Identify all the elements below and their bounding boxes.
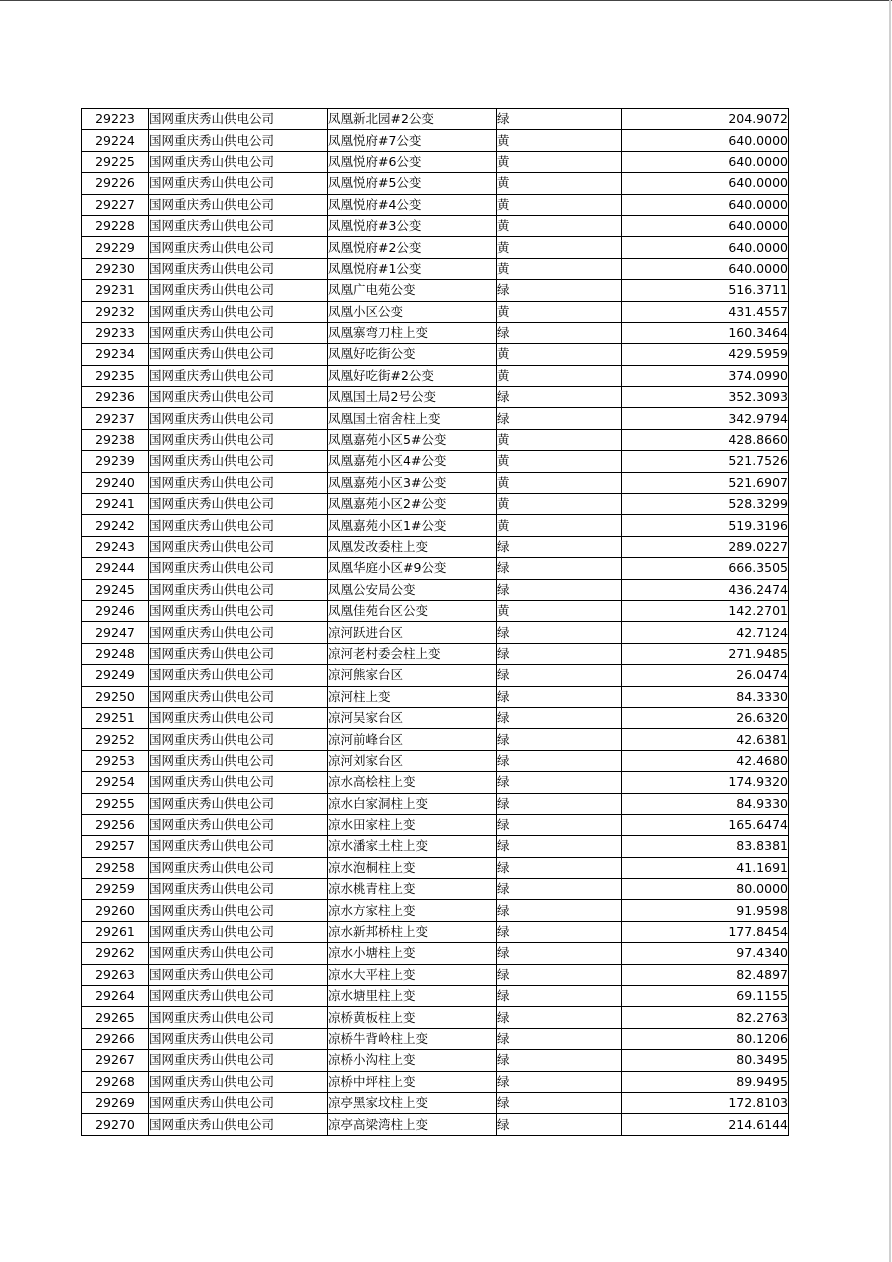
table-row xyxy=(82,686,789,707)
table-row xyxy=(82,1050,789,1071)
status-level-cell: 绿 xyxy=(497,558,622,579)
status-level-cell: 绿 xyxy=(497,643,622,664)
value-cell: 91.9598 xyxy=(622,900,789,921)
row-id-cell: 29263 xyxy=(82,964,149,985)
status-level-cell: 绿 xyxy=(497,387,622,408)
org-cell: 国网重庆秀山供电公司 xyxy=(149,344,328,365)
value-cell: 640.0000 xyxy=(622,151,789,172)
station-name-cell: 凤凰公安局公变 xyxy=(328,579,497,600)
status-level-cell: 黄 xyxy=(497,151,622,172)
org-cell: 国网重庆秀山供电公司 xyxy=(149,579,328,600)
org-cell: 国网重庆秀山供电公司 xyxy=(149,1071,328,1092)
table-row xyxy=(82,387,789,408)
value-cell: 84.3330 xyxy=(622,686,789,707)
status-level-cell: 黄 xyxy=(497,237,622,258)
org-cell: 国网重庆秀山供电公司 xyxy=(149,215,328,236)
status-level-cell: 绿 xyxy=(497,322,622,343)
org-cell: 国网重庆秀山供电公司 xyxy=(149,536,328,557)
station-name-cell: 凤凰悦府#6公变 xyxy=(328,151,497,172)
status-level-cell: 绿 xyxy=(497,857,622,878)
station-name-cell: 凤凰好吃街#2公变 xyxy=(328,365,497,386)
status-level-cell: 绿 xyxy=(497,408,622,429)
row-id-cell: 29239 xyxy=(82,451,149,472)
table-row xyxy=(82,729,789,750)
value-cell: 528.3299 xyxy=(622,494,789,515)
org-cell: 国网重庆秀山供电公司 xyxy=(149,515,328,536)
value-cell: 42.4680 xyxy=(622,750,789,771)
value-cell: 666.3505 xyxy=(622,558,789,579)
station-name-cell: 凤凰嘉苑小区1#公变 xyxy=(328,515,497,536)
value-cell: 69.1155 xyxy=(622,986,789,1007)
right-edge-rule xyxy=(889,0,891,1262)
station-name-cell: 凉水高桧柱上变 xyxy=(328,772,497,793)
row-id-cell: 29244 xyxy=(82,558,149,579)
station-name-cell: 凉河跃进台区 xyxy=(328,622,497,643)
org-cell: 国网重庆秀山供电公司 xyxy=(149,1050,328,1071)
row-id-cell: 29268 xyxy=(82,1071,149,1092)
status-level-cell: 绿 xyxy=(497,772,622,793)
station-name-cell: 凤凰悦府#2公变 xyxy=(328,237,497,258)
status-level-cell: 绿 xyxy=(497,750,622,771)
row-id-cell: 29251 xyxy=(82,707,149,728)
value-cell: 41.1691 xyxy=(622,857,789,878)
table-row xyxy=(82,836,789,857)
org-cell: 国网重庆秀山供电公司 xyxy=(149,857,328,878)
org-cell: 国网重庆秀山供电公司 xyxy=(149,686,328,707)
status-level-cell: 黄 xyxy=(497,130,622,151)
row-id-cell: 29226 xyxy=(82,173,149,194)
station-name-cell: 凤凰嘉苑小区3#公变 xyxy=(328,472,497,493)
status-level-cell: 黄 xyxy=(497,451,622,472)
table-row xyxy=(82,750,789,771)
value-cell: 174.9320 xyxy=(622,772,789,793)
table-row xyxy=(82,600,789,621)
station-name-cell: 凤凰华庭小区#9公变 xyxy=(328,558,497,579)
org-cell: 国网重庆秀山供电公司 xyxy=(149,707,328,728)
station-name-cell: 凤凰悦府#4公变 xyxy=(328,194,497,215)
row-id-cell: 29237 xyxy=(82,408,149,429)
org-cell: 国网重庆秀山供电公司 xyxy=(149,900,328,921)
table-row xyxy=(82,451,789,472)
value-cell: 89.9495 xyxy=(622,1071,789,1092)
station-name-cell: 凉河刘家台区 xyxy=(328,750,497,771)
station-name-cell: 凤凰新北园#2公变 xyxy=(328,109,497,130)
row-id-cell: 29243 xyxy=(82,536,149,557)
status-level-cell: 绿 xyxy=(497,686,622,707)
row-id-cell: 29235 xyxy=(82,365,149,386)
station-name-cell: 凉水小塘柱上变 xyxy=(328,943,497,964)
status-level-cell: 黄 xyxy=(497,472,622,493)
table-row xyxy=(82,109,789,130)
org-cell: 国网重庆秀山供电公司 xyxy=(149,1007,328,1028)
table-row xyxy=(82,900,789,921)
status-level-cell: 黄 xyxy=(497,194,622,215)
station-name-cell: 凉桥黄板柱上变 xyxy=(328,1007,497,1028)
table-row xyxy=(82,215,789,236)
status-level-cell: 黄 xyxy=(497,258,622,279)
table-row xyxy=(82,558,789,579)
status-level-cell: 绿 xyxy=(497,943,622,964)
org-cell: 国网重庆秀山供电公司 xyxy=(149,943,328,964)
org-cell: 国网重庆秀山供电公司 xyxy=(149,173,328,194)
station-name-cell: 凉水大平柱上变 xyxy=(328,964,497,985)
row-id-cell: 29256 xyxy=(82,814,149,835)
table-row xyxy=(82,130,789,151)
station-name-cell: 凉河吴家台区 xyxy=(328,707,497,728)
org-cell: 国网重庆秀山供电公司 xyxy=(149,558,328,579)
status-level-cell: 黄 xyxy=(497,215,622,236)
row-id-cell: 29242 xyxy=(82,515,149,536)
table-row xyxy=(82,1092,789,1113)
org-cell: 国网重庆秀山供电公司 xyxy=(149,622,328,643)
status-level-cell: 绿 xyxy=(497,879,622,900)
org-cell: 国网重庆秀山供电公司 xyxy=(149,429,328,450)
value-cell: 271.9485 xyxy=(622,643,789,664)
row-id-cell: 29241 xyxy=(82,494,149,515)
value-cell: 160.3464 xyxy=(622,322,789,343)
station-name-cell: 凉桥牛背岭柱上变 xyxy=(328,1028,497,1049)
value-cell: 428.8660 xyxy=(622,429,789,450)
status-level-cell: 绿 xyxy=(497,836,622,857)
table-row xyxy=(82,1028,789,1049)
station-name-cell: 凉桥小沟柱上变 xyxy=(328,1050,497,1071)
station-name-cell: 凉亭黑家坟柱上变 xyxy=(328,1092,497,1113)
org-cell: 国网重庆秀山供电公司 xyxy=(149,472,328,493)
row-id-cell: 29223 xyxy=(82,109,149,130)
station-name-cell: 凤凰国土局2号公变 xyxy=(328,387,497,408)
station-name-cell: 凉水塘里柱上变 xyxy=(328,986,497,1007)
station-name-cell: 凤凰嘉苑小区4#公变 xyxy=(328,451,497,472)
row-id-cell: 29262 xyxy=(82,943,149,964)
org-cell: 国网重庆秀山供电公司 xyxy=(149,600,328,621)
station-name-cell: 凉河前峰台区 xyxy=(328,729,497,750)
org-cell: 国网重庆秀山供电公司 xyxy=(149,280,328,301)
table-row xyxy=(82,879,789,900)
station-name-cell: 凉水方家柱上变 xyxy=(328,900,497,921)
org-cell: 国网重庆秀山供电公司 xyxy=(149,151,328,172)
value-cell: 177.8454 xyxy=(622,921,789,942)
org-cell: 国网重庆秀山供电公司 xyxy=(149,130,328,151)
table-row xyxy=(82,1071,789,1092)
table-row xyxy=(82,151,789,172)
value-cell: 165.6474 xyxy=(622,814,789,835)
status-level-cell: 绿 xyxy=(497,707,622,728)
row-id-cell: 29264 xyxy=(82,986,149,1007)
value-cell: 214.6144 xyxy=(622,1114,789,1135)
table-row xyxy=(82,921,789,942)
status-level-cell: 黄 xyxy=(497,600,622,621)
status-level-cell: 黄 xyxy=(497,173,622,194)
org-cell: 国网重庆秀山供电公司 xyxy=(149,793,328,814)
org-cell: 国网重庆秀山供电公司 xyxy=(149,387,328,408)
row-id-cell: 29267 xyxy=(82,1050,149,1071)
row-id-cell: 29261 xyxy=(82,921,149,942)
status-level-cell: 黄 xyxy=(497,344,622,365)
org-cell: 国网重庆秀山供电公司 xyxy=(149,921,328,942)
row-id-cell: 29247 xyxy=(82,622,149,643)
table-row xyxy=(82,643,789,664)
status-level-cell: 黄 xyxy=(497,494,622,515)
station-name-cell: 凉水泡桐柱上变 xyxy=(328,857,497,878)
org-cell: 国网重庆秀山供电公司 xyxy=(149,836,328,857)
value-cell: 84.9330 xyxy=(622,793,789,814)
value-cell: 342.9794 xyxy=(622,408,789,429)
table-row xyxy=(82,494,789,515)
status-level-cell: 绿 xyxy=(497,1007,622,1028)
table-row xyxy=(82,964,789,985)
table-row xyxy=(82,322,789,343)
value-cell: 352.3093 xyxy=(622,387,789,408)
status-level-cell: 绿 xyxy=(497,729,622,750)
status-level-cell: 绿 xyxy=(497,900,622,921)
table-row xyxy=(82,1114,789,1135)
row-id-cell: 29259 xyxy=(82,879,149,900)
value-cell: 172.8103 xyxy=(622,1092,789,1113)
status-level-cell: 黄 xyxy=(497,429,622,450)
table-row xyxy=(82,429,789,450)
value-cell: 82.2763 xyxy=(622,1007,789,1028)
status-level-cell: 绿 xyxy=(497,964,622,985)
table-row xyxy=(82,173,789,194)
value-cell: 374.0990 xyxy=(622,365,789,386)
row-id-cell: 29265 xyxy=(82,1007,149,1028)
status-level-cell: 绿 xyxy=(497,109,622,130)
row-id-cell: 29225 xyxy=(82,151,149,172)
org-cell: 国网重庆秀山供电公司 xyxy=(149,643,328,664)
station-name-cell: 凉水田家柱上变 xyxy=(328,814,497,835)
value-cell: 26.6320 xyxy=(622,707,789,728)
status-level-cell: 绿 xyxy=(497,280,622,301)
row-id-cell: 29254 xyxy=(82,772,149,793)
row-id-cell: 29231 xyxy=(82,280,149,301)
station-name-cell: 凉河老村委会柱上变 xyxy=(328,643,497,664)
value-cell: 640.0000 xyxy=(622,258,789,279)
value-cell: 431.4557 xyxy=(622,301,789,322)
row-id-cell: 29269 xyxy=(82,1092,149,1113)
station-name-cell: 凉水白家洞柱上变 xyxy=(328,793,497,814)
status-level-cell: 绿 xyxy=(497,622,622,643)
value-cell: 82.4897 xyxy=(622,964,789,985)
value-cell: 42.6381 xyxy=(622,729,789,750)
value-cell: 516.3711 xyxy=(622,280,789,301)
value-cell: 640.0000 xyxy=(622,130,789,151)
org-cell: 国网重庆秀山供电公司 xyxy=(149,986,328,1007)
table-row xyxy=(82,772,789,793)
row-id-cell: 29258 xyxy=(82,857,149,878)
org-cell: 国网重庆秀山供电公司 xyxy=(149,258,328,279)
table-row xyxy=(82,857,789,878)
org-cell: 国网重庆秀山供电公司 xyxy=(149,964,328,985)
row-id-cell: 29230 xyxy=(82,258,149,279)
value-cell: 436.2474 xyxy=(622,579,789,600)
org-cell: 国网重庆秀山供电公司 xyxy=(149,365,328,386)
table-row xyxy=(82,515,789,536)
status-level-cell: 绿 xyxy=(497,986,622,1007)
station-name-cell: 凉水新邦桥柱上变 xyxy=(328,921,497,942)
station-name-cell: 凤凰嘉苑小区5#公变 xyxy=(328,429,497,450)
table-row xyxy=(82,472,789,493)
value-cell: 26.0474 xyxy=(622,665,789,686)
org-cell: 国网重庆秀山供电公司 xyxy=(149,665,328,686)
row-id-cell: 29260 xyxy=(82,900,149,921)
org-cell: 国网重庆秀山供电公司 xyxy=(149,494,328,515)
table-row xyxy=(82,622,789,643)
value-cell: 521.6907 xyxy=(622,472,789,493)
table-row xyxy=(82,1007,789,1028)
station-name-cell: 凤凰悦府#3公变 xyxy=(328,215,497,236)
row-id-cell: 29236 xyxy=(82,387,149,408)
station-name-cell: 凤凰悦府#7公变 xyxy=(328,130,497,151)
value-cell: 640.0000 xyxy=(622,237,789,258)
row-id-cell: 29252 xyxy=(82,729,149,750)
table-row xyxy=(82,665,789,686)
org-cell: 国网重庆秀山供电公司 xyxy=(149,451,328,472)
station-name-cell: 凤凰小区公变 xyxy=(328,301,497,322)
table-row xyxy=(82,408,789,429)
table-row xyxy=(82,237,789,258)
status-level-cell: 黄 xyxy=(497,515,622,536)
table-row xyxy=(82,943,789,964)
status-level-cell: 绿 xyxy=(497,1050,622,1071)
row-id-cell: 29233 xyxy=(82,322,149,343)
station-name-cell: 凤凰悦府#5公变 xyxy=(328,173,497,194)
status-level-cell: 黄 xyxy=(497,365,622,386)
row-id-cell: 29248 xyxy=(82,643,149,664)
value-cell: 521.7526 xyxy=(622,451,789,472)
row-id-cell: 29228 xyxy=(82,215,149,236)
station-name-cell: 凤凰悦府#1公变 xyxy=(328,258,497,279)
status-level-cell: 绿 xyxy=(497,1114,622,1135)
station-name-cell: 凤凰佳苑台区公变 xyxy=(328,600,497,621)
org-cell: 国网重庆秀山供电公司 xyxy=(149,750,328,771)
org-cell: 国网重庆秀山供电公司 xyxy=(149,301,328,322)
table-row xyxy=(82,301,789,322)
row-id-cell: 29266 xyxy=(82,1028,149,1049)
table-row xyxy=(82,814,789,835)
station-name-cell: 凉水潘家土柱上变 xyxy=(328,836,497,857)
org-cell: 国网重庆秀山供电公司 xyxy=(149,729,328,750)
org-cell: 国网重庆秀山供电公司 xyxy=(149,1028,328,1049)
org-cell: 国网重庆秀山供电公司 xyxy=(149,322,328,343)
table-row xyxy=(82,344,789,365)
top-rule xyxy=(0,0,892,1)
row-id-cell: 29224 xyxy=(82,130,149,151)
table-body xyxy=(82,109,789,1136)
row-id-cell: 29257 xyxy=(82,836,149,857)
station-name-cell: 凉水桃青柱上变 xyxy=(328,879,497,900)
status-level-cell: 绿 xyxy=(497,814,622,835)
org-cell: 国网重庆秀山供电公司 xyxy=(149,194,328,215)
table-row xyxy=(82,258,789,279)
org-cell: 国网重庆秀山供电公司 xyxy=(149,814,328,835)
status-level-cell: 绿 xyxy=(497,1071,622,1092)
row-id-cell: 29255 xyxy=(82,793,149,814)
row-id-cell: 29234 xyxy=(82,344,149,365)
org-cell: 国网重庆秀山供电公司 xyxy=(149,1092,328,1113)
value-cell: 80.1206 xyxy=(622,1028,789,1049)
station-name-cell: 凉亭高梁湾柱上变 xyxy=(328,1114,497,1135)
table-row xyxy=(82,793,789,814)
row-id-cell: 29250 xyxy=(82,686,149,707)
station-name-cell: 凤凰嘉苑小区2#公变 xyxy=(328,494,497,515)
station-name-cell: 凉桥中坪柱上变 xyxy=(328,1071,497,1092)
row-id-cell: 29227 xyxy=(82,194,149,215)
value-cell: 640.0000 xyxy=(622,173,789,194)
value-cell: 80.0000 xyxy=(622,879,789,900)
row-id-cell: 29229 xyxy=(82,237,149,258)
table-row xyxy=(82,280,789,301)
value-cell: 80.3495 xyxy=(622,1050,789,1071)
row-id-cell: 29246 xyxy=(82,600,149,621)
status-level-cell: 黄 xyxy=(497,301,622,322)
org-cell: 国网重庆秀山供电公司 xyxy=(149,237,328,258)
org-cell: 国网重庆秀山供电公司 xyxy=(149,772,328,793)
value-cell: 640.0000 xyxy=(622,194,789,215)
row-id-cell: 29249 xyxy=(82,665,149,686)
status-level-cell: 绿 xyxy=(497,579,622,600)
status-level-cell: 绿 xyxy=(497,1092,622,1113)
value-cell: 83.8381 xyxy=(622,836,789,857)
table-row xyxy=(82,579,789,600)
value-cell: 204.9072 xyxy=(622,109,789,130)
org-cell: 国网重庆秀山供电公司 xyxy=(149,879,328,900)
org-cell: 国网重庆秀山供电公司 xyxy=(149,109,328,130)
table-row xyxy=(82,707,789,728)
station-name-cell: 凤凰发改委柱上变 xyxy=(328,536,497,557)
status-level-cell: 绿 xyxy=(497,1028,622,1049)
station-name-cell: 凤凰广电苑公变 xyxy=(328,280,497,301)
status-level-cell: 绿 xyxy=(497,921,622,942)
data-table xyxy=(81,108,789,1136)
station-name-cell: 凤凰好吃街公变 xyxy=(328,344,497,365)
row-id-cell: 29240 xyxy=(82,472,149,493)
table-row xyxy=(82,365,789,386)
row-id-cell: 29270 xyxy=(82,1114,149,1135)
row-id-cell: 29245 xyxy=(82,579,149,600)
table-row xyxy=(82,536,789,557)
table-row xyxy=(82,194,789,215)
row-id-cell: 29253 xyxy=(82,750,149,771)
value-cell: 519.3196 xyxy=(622,515,789,536)
table-row xyxy=(82,986,789,1007)
station-name-cell: 凉河柱上变 xyxy=(328,686,497,707)
value-cell: 289.0227 xyxy=(622,536,789,557)
station-name-cell: 凤凰国土宿舍柱上变 xyxy=(328,408,497,429)
value-cell: 429.5959 xyxy=(622,344,789,365)
org-cell: 国网重庆秀山供电公司 xyxy=(149,408,328,429)
value-cell: 97.4340 xyxy=(622,943,789,964)
status-level-cell: 绿 xyxy=(497,536,622,557)
row-id-cell: 29238 xyxy=(82,429,149,450)
value-cell: 640.0000 xyxy=(622,215,789,236)
station-name-cell: 凤凰寨弯刀柱上变 xyxy=(328,322,497,343)
value-cell: 142.2701 xyxy=(622,600,789,621)
status-level-cell: 绿 xyxy=(497,793,622,814)
status-level-cell: 绿 xyxy=(497,665,622,686)
station-name-cell: 凉河熊家台区 xyxy=(328,665,497,686)
org-cell: 国网重庆秀山供电公司 xyxy=(149,1114,328,1135)
row-id-cell: 29232 xyxy=(82,301,149,322)
value-cell: 42.7124 xyxy=(622,622,789,643)
